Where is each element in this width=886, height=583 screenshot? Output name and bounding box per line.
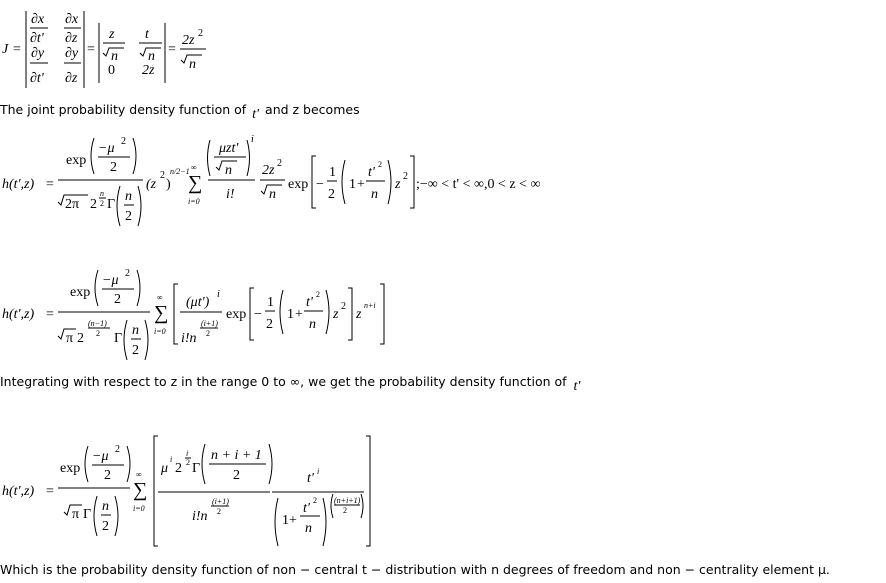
- two-exponent: 2: [96, 329, 100, 338]
- sum-upper: ∞: [157, 293, 163, 302]
- exponent: 2: [160, 170, 165, 181]
- two-exponent: 2: [217, 507, 221, 516]
- conclusion-text: Which is the probability density function of non − central t − distribution with n degrees of freedom and non − centrality element μ.: [0, 562, 830, 577]
- two: 2: [132, 343, 139, 358]
- n-plus-i-plus-one: n + i + 1: [211, 448, 262, 463]
- two: 2: [90, 197, 97, 212]
- z-squared-paren: (z: [146, 177, 157, 192]
- right-bracket: [380, 284, 384, 344]
- two: 2: [266, 317, 273, 332]
- exponent: 2: [341, 301, 346, 312]
- partial-x: ∂x: [65, 12, 79, 27]
- integrating-sentence: [0, 374, 581, 394]
- exp-function: exp: [60, 461, 81, 476]
- z-symbol: z: [333, 307, 339, 322]
- equals-sign: =: [87, 42, 95, 57]
- minus-mu-squared: −μ: [98, 141, 115, 156]
- minus-sign: −: [254, 307, 262, 322]
- right-paren: [247, 140, 250, 176]
- n-symbol: n: [102, 499, 109, 514]
- h-lhs: h(t',z): [2, 307, 35, 322]
- left-paren: [280, 290, 283, 334]
- n-symbol: n: [189, 57, 196, 72]
- n-minus-one-exponent: (n−1): [88, 319, 107, 328]
- two-z: 2z: [142, 63, 155, 78]
- i-factorial: i!: [226, 187, 235, 202]
- n-exponent: n: [100, 189, 104, 198]
- two: 2: [114, 292, 121, 307]
- right-paren: [361, 494, 363, 518]
- summation: ∑: [133, 479, 148, 501]
- two-z-squared: 2z: [182, 33, 195, 48]
- n-symbol: n: [132, 323, 139, 338]
- n-symbol: n: [305, 521, 312, 536]
- gamma: Γ: [114, 331, 123, 346]
- jacobian-symbol: J: [2, 42, 9, 57]
- partial-t: ∂t': [30, 71, 44, 86]
- exponent: 2: [198, 28, 203, 39]
- left-paren: [331, 494, 333, 518]
- jacobian-equation: [0, 8, 220, 90]
- partial-z: ∂z: [65, 31, 78, 46]
- left-paren: [208, 140, 211, 176]
- t-prime: t': [303, 501, 310, 516]
- right-paren: [133, 138, 136, 174]
- two: 2: [328, 187, 335, 202]
- i-plus-one-exponent: (i+1): [201, 319, 218, 328]
- right-bracket: [348, 288, 352, 340]
- z-symbol: z: [395, 177, 401, 192]
- partial-x: ∂x: [31, 12, 45, 27]
- one: 1: [267, 295, 274, 310]
- pi: π: [66, 331, 74, 346]
- two: 2: [102, 519, 109, 534]
- two: 2: [125, 209, 132, 224]
- one: 1: [287, 307, 294, 322]
- exp-function: exp: [66, 153, 87, 168]
- right-paren: [138, 186, 141, 226]
- mu-t-power: (μt'): [186, 295, 210, 310]
- right-paren: [145, 320, 148, 360]
- right-paren: [269, 444, 272, 484]
- n-symbol: n: [111, 49, 118, 64]
- equals-sign: =: [46, 484, 54, 499]
- two-exponent: 2: [206, 329, 210, 338]
- t-symbol: t: [145, 27, 149, 42]
- two-exponent: 2: [343, 506, 347, 515]
- sum-lower: i=0: [188, 197, 200, 206]
- n-symbol: n: [269, 187, 276, 202]
- one: 1: [329, 165, 336, 180]
- equals-sign: =: [168, 42, 176, 57]
- right-bracket: [410, 156, 414, 208]
- gamma: Γ: [107, 197, 116, 212]
- one-plus: 1+: [282, 513, 297, 528]
- two: 2: [104, 468, 111, 483]
- sum-lower: i=0: [154, 327, 166, 336]
- partial-y: ∂y: [65, 46, 79, 61]
- exponent: 2: [313, 496, 317, 505]
- joint-pdf-sentence: [0, 102, 360, 122]
- simplified-density-equation: [0, 264, 400, 364]
- n-symbol: n: [371, 187, 378, 202]
- right-paren: [388, 160, 391, 204]
- exp-function: exp: [288, 177, 309, 192]
- i-exponent: i: [251, 134, 254, 145]
- left-paren: [94, 496, 97, 536]
- plus-sign: +: [357, 177, 365, 192]
- n-symbol: n: [125, 189, 132, 204]
- integrating-text: Integrating with respect to z in the range 0 to ∞, we get the probability density function of: [0, 374, 567, 389]
- exponent: 2: [403, 171, 408, 182]
- partial-z: ∂z: [65, 71, 78, 86]
- sum-upper: ∞: [136, 470, 142, 479]
- i-exponent: i: [186, 449, 189, 458]
- two: 2: [77, 331, 84, 346]
- exp-function: exp: [226, 307, 247, 322]
- left-paren: [202, 444, 205, 484]
- t-prime-symbol: t': [573, 379, 581, 394]
- left-paren: [91, 138, 94, 174]
- left-paren: [124, 320, 127, 360]
- domain-range: ;−∞ < t' < ∞,0 < z < ∞: [416, 177, 541, 192]
- two: 2: [110, 160, 117, 175]
- two-exponent: 2: [186, 458, 190, 467]
- i-exponent: i: [317, 467, 320, 476]
- exponent: 2: [125, 268, 130, 279]
- joint-density-equation: [0, 134, 580, 234]
- right-bracket: [366, 436, 370, 546]
- two: 2: [175, 461, 182, 476]
- n-symbol: n: [148, 49, 155, 64]
- left-paren: [117, 186, 120, 226]
- joint-and-text: and z becomes: [265, 102, 360, 117]
- right-paren: [137, 270, 140, 306]
- equals-sign: =: [46, 307, 54, 322]
- t-prime-symbol: t': [252, 107, 260, 122]
- i-exponent: i: [170, 455, 173, 464]
- pi: π: [72, 507, 80, 522]
- t-prime-power: t': [307, 471, 314, 486]
- left-bracket: [154, 436, 158, 546]
- right-paren: [323, 498, 326, 546]
- left-paren: [85, 446, 88, 482]
- minus-sign: −: [316, 177, 324, 192]
- left-paren: [95, 270, 98, 306]
- two: 2: [233, 468, 240, 483]
- right-paren: [326, 290, 329, 334]
- t-prime: t': [306, 295, 313, 310]
- two-pi: 2π: [65, 197, 80, 212]
- mu-power: μ: [161, 461, 169, 476]
- n-plus-i-plus-one-exponent: (n+i+1): [334, 496, 361, 505]
- right-paren: [127, 446, 130, 482]
- i-exponent: i: [217, 289, 220, 300]
- left-paren: [342, 160, 345, 204]
- exp-function: exp: [70, 285, 91, 300]
- n-plus-i-exponent: n+i: [364, 301, 376, 310]
- partial-y: ∂y: [31, 46, 45, 61]
- sum-lower: i=0: [133, 504, 145, 513]
- plus-sign: +: [295, 307, 303, 322]
- mu-z-t: μzt': [219, 141, 239, 156]
- n-half-minus-one-exponent: n/2−1: [170, 167, 190, 176]
- t-prime: t': [368, 165, 375, 180]
- h-lhs: h(t',z): [2, 177, 35, 192]
- minus-mu-squared: −μ: [92, 449, 109, 464]
- equals-sign: =: [46, 177, 54, 192]
- zero: 0: [108, 63, 115, 78]
- partial-t: ∂t': [30, 31, 44, 46]
- i-plus-one-exponent: (i+1): [212, 497, 229, 506]
- gamma: Γ: [192, 461, 201, 476]
- sum-upper: ∞: [191, 163, 197, 172]
- exponent: 2: [316, 290, 320, 299]
- i-factorial-n: i!n: [192, 509, 208, 524]
- z-symbol: z: [109, 27, 115, 42]
- minus-mu-squared: −μ: [102, 273, 119, 288]
- i-factorial-n: i!n: [181, 331, 197, 346]
- close-paren: ): [166, 177, 171, 192]
- exponent: 2: [121, 136, 126, 147]
- one: 1: [349, 177, 356, 192]
- two-z-squared: 2z: [262, 163, 275, 178]
- exponent: 2: [378, 160, 382, 169]
- left-paren: [275, 498, 278, 546]
- right-paren: [115, 496, 118, 536]
- joint-intro-text: The joint probability density function of: [0, 102, 247, 117]
- left-bracket: [174, 284, 178, 344]
- gamma: Γ: [83, 507, 92, 522]
- n-symbol: n: [225, 163, 232, 178]
- exponent: 2: [115, 444, 120, 455]
- noncentral-t-density-equation: [0, 432, 380, 552]
- two-exponent: 2: [100, 199, 104, 208]
- conclusion-sentence: [0, 562, 830, 577]
- exponent: 2: [277, 158, 282, 169]
- summation: ∑: [154, 302, 169, 324]
- z-symbol: z: [356, 307, 362, 322]
- equals-sign: =: [13, 42, 21, 57]
- h-lhs: h(t',z): [2, 484, 35, 499]
- summation: ∑: [188, 172, 203, 194]
- n-symbol: n: [309, 317, 316, 332]
